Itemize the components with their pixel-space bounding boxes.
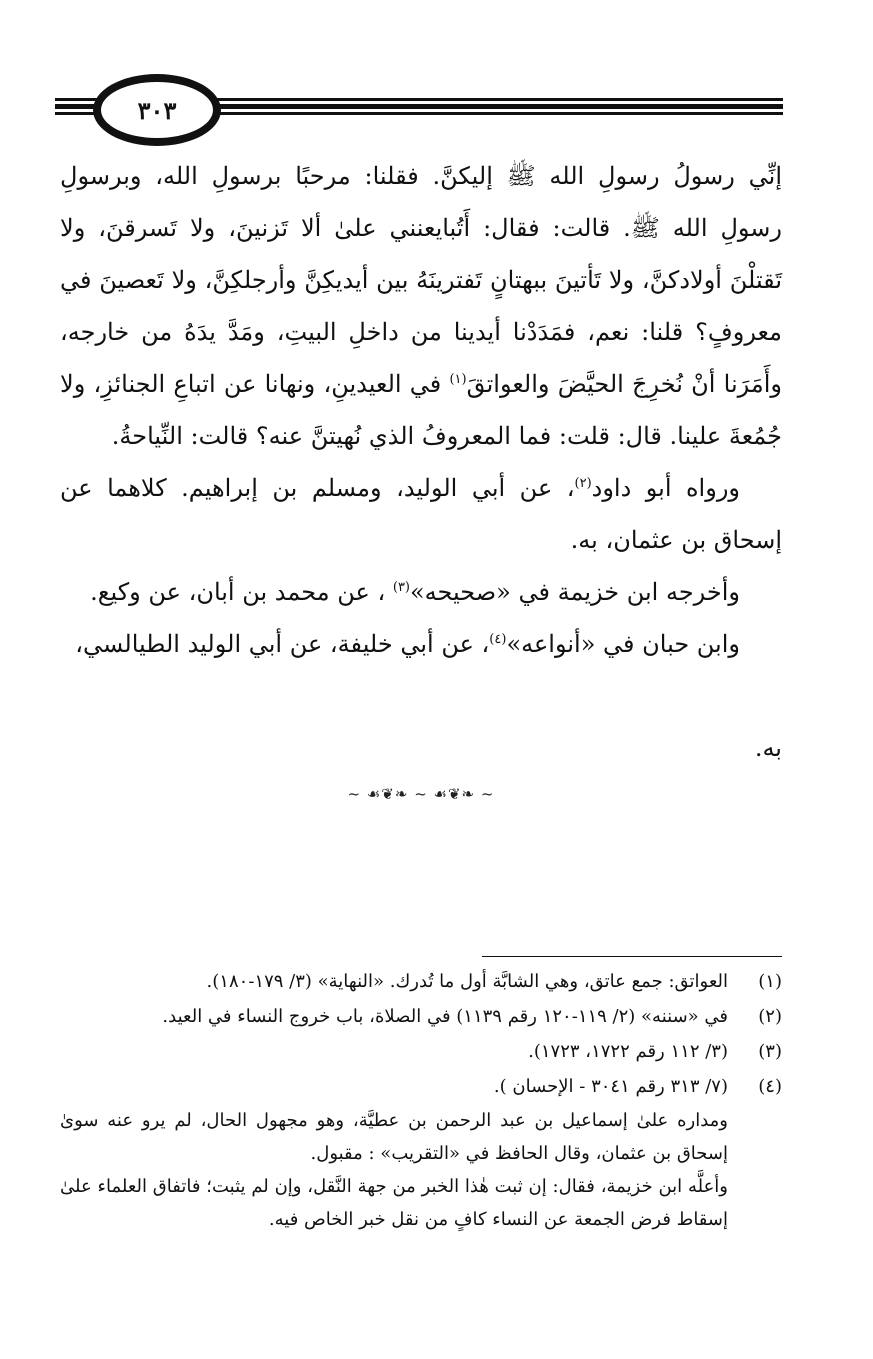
footnote-4 [60, 1069, 782, 1104]
paragraph-hadith: إنِّي رسولُ رسولِ الله ﷺ إليكنَّ. فقلنا: مرحبًا برسولِ الله، وبرسولِ رسولِ الله ﷺ. قالت: فقال: أَتُبايعنني علىٰ ألا تَزنينَ، ولا تَسرقنَ، ولا تَقتلْنَ أولادكنَّ، ولا تَأتينَ ببهتانٍ تَفترينَهُ بين أيديكِنَّ وأرجلكِنَّ، ولا تَعصينَ في معروفٍ؟ قلنا: نعم، فمَدَدْنا أيدينا من داخلِ البيتِ، ومَدَّ يدَهُ من خارجه، وأَمَرَنا أنْ نُخرِجَ الحيَّضَ والعواتقَ$^{(١)}$ في العيدينِ، ونهانا عن اتباعِ الجنائزِ، ولا جُمُعةَ علينا. قال: قلت: فما المعروفُ الذي نُهيتنَّ عنه؟ قالت: النِّياحةُ. [60, 162, 782, 450]
footnote-1 [60, 964, 782, 999]
section-ornament: ~ ☙❦❧ ~ ☙❦❧ ~ [347, 785, 495, 803]
footnote-3 [60, 1034, 782, 1069]
footnote-2 [60, 999, 782, 1034]
footnote-number: (٤) [758, 1076, 782, 1097]
page-header [55, 72, 783, 158]
footnote-text: العواتق: جمع عاتق، وهي الشابَّة أول ما تُدرك. «النهاية» (٣/ ١٧٩-١٨٠). [206, 971, 728, 992]
footnote-4-continuation-2: وأعلَّه ابن خزيمة، فقال: إن ثبت هٰذا الخبر من جهة النَّقل، وإن لم يثبت؛ فاتفاق العلماء علىٰ إسقاط فرض الجمعة عن النساء كافٍ من نقل خبر الخاص فيه. [60, 1176, 728, 1230]
footnote-number: (٣) [758, 1041, 782, 1062]
footnotes [60, 964, 782, 1236]
page-number-badge [93, 74, 221, 146]
footnote-number: (١) [758, 971, 782, 992]
footnote-4-continuation-1: ومداره علىٰ إسماعيل بن عبد الرحمن بن عطيَّة، وهو مجهول الحال، لم يرو عنه سوىٰ إسحاق بن عثمان، وقال الحافظ في «التقريب» : مقبول. [60, 1110, 728, 1164]
footnote-text: (٧/ ٣١٣ رقم ٣٠٤١ - الإحسان ). [493, 1076, 728, 1097]
footnote-number: (٢) [758, 1006, 782, 1027]
footnote-ref-3[interactable]: (٣) [392, 580, 410, 595]
spacer [60, 670, 782, 722]
paragraph-ibn-khuzayma: وأخرجه ابن خزيمة في «صحيحه»$^{(٣)}$ ، عن محمد بن أبان، عن وكيع. [90, 578, 740, 606]
paragraph-ibn-hibban: وابن حبان في «أنواعه»$^{(٤)}$، عن أبي خليفة، عن أبي الوليد الطيالسي، [75, 630, 740, 658]
footnote-ref-4[interactable]: (٤) [489, 632, 507, 647]
main-text [60, 150, 782, 774]
footnote-ref-1[interactable]: (١) [449, 372, 467, 387]
footnote-text: في «سننه» (٢/ ١١٩-١٢٠ رقم ١١٣٩) في الصلاة، باب خروج النساء في العيد. [162, 1006, 728, 1027]
paragraph-end: به. [754, 734, 782, 762]
footnote-text: (٣/ ١١٢ رقم ١٧٢٢، ١٧٢٣). [528, 1041, 728, 1062]
footnote-separator [482, 956, 782, 957]
paragraph-abu-dawud: ورواه أبو داود$^{(٢)}$، عن أبي الوليد، ومسلم بن إبراهيم. كلاهما عن إسحاق بن عثمان، به. [60, 474, 782, 554]
footnote-ref-2[interactable]: (٢) [574, 476, 592, 491]
page-number: ٣٠٣ [137, 95, 177, 125]
